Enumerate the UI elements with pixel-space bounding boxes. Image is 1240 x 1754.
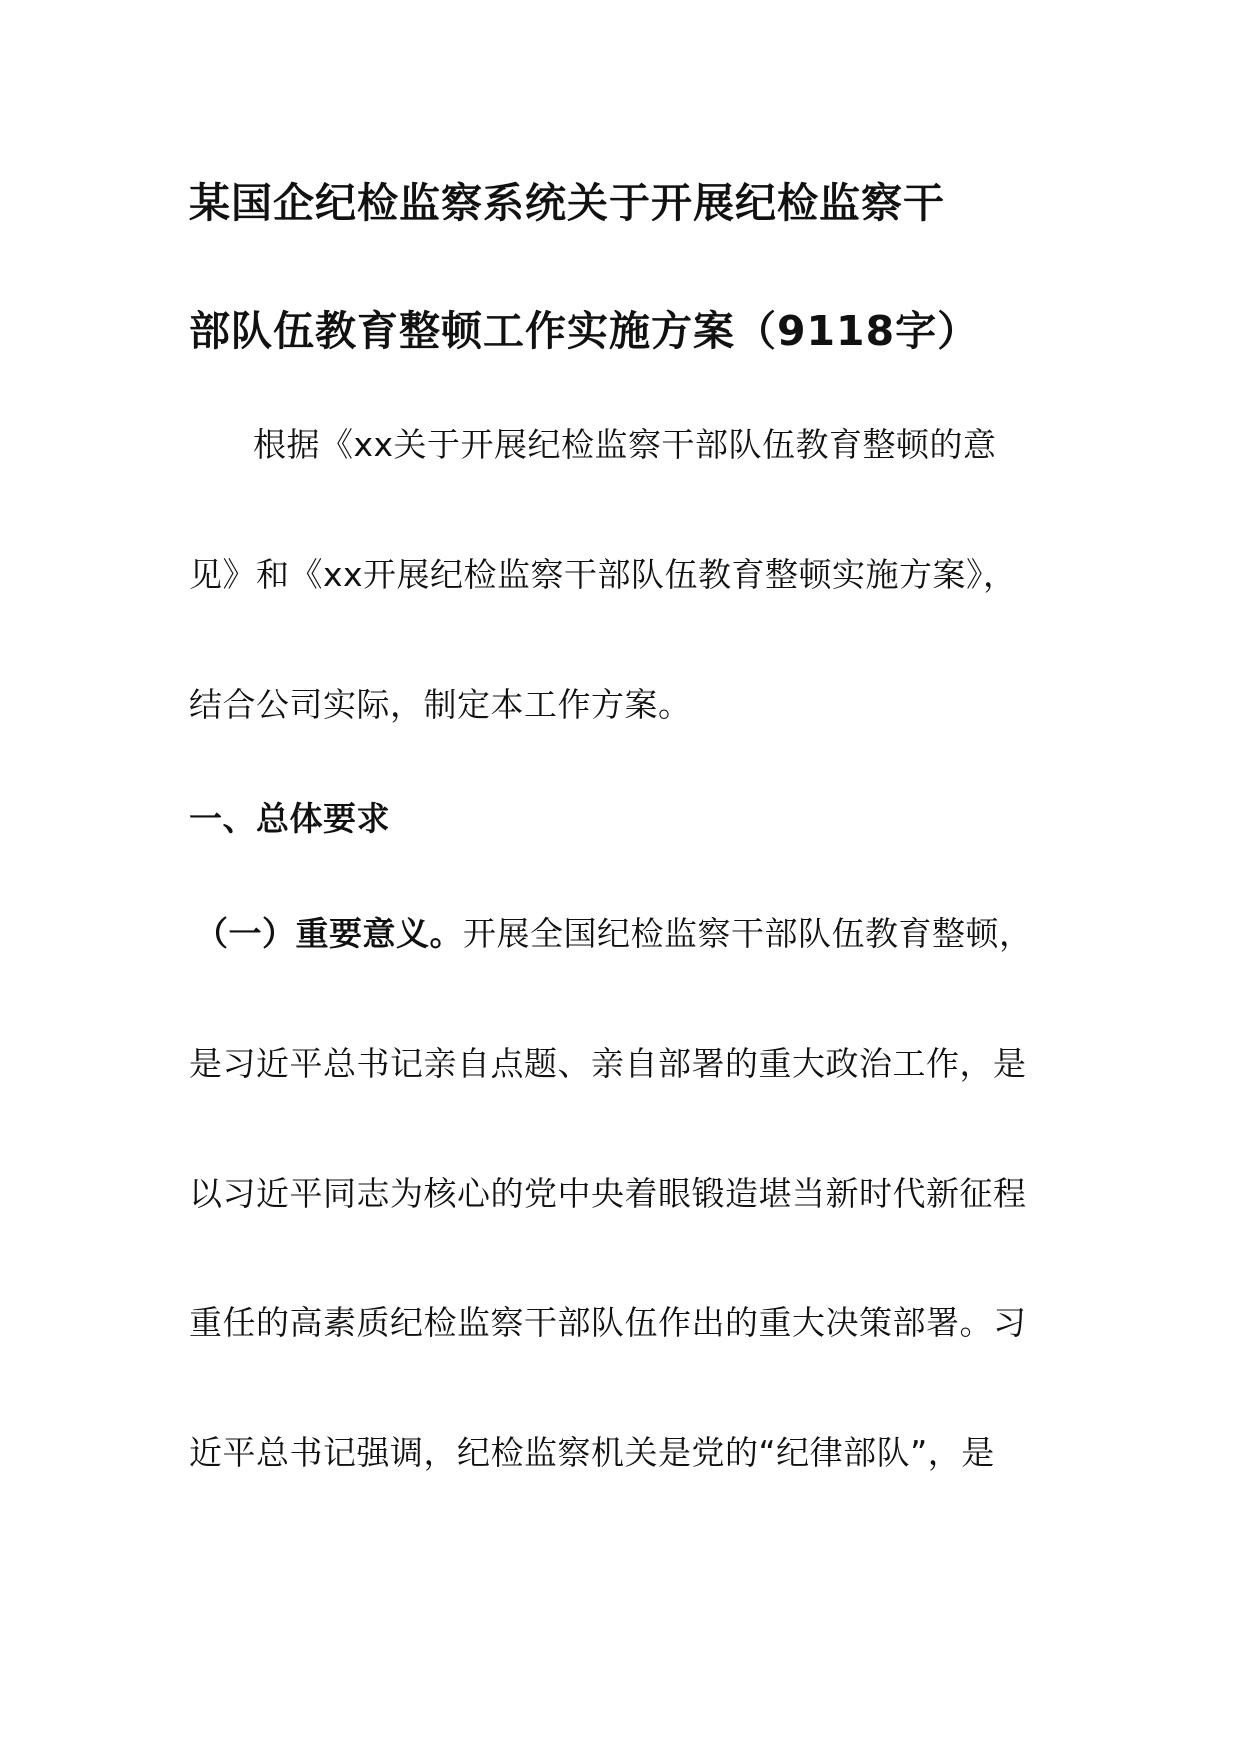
document-title-line-1: 某国企纪检监察系统关于开展纪检监察干 — [189, 179, 945, 227]
subsection-paragraph-line-5: 近平总书记强调，纪检监察机关是党的“纪律部队”，是 — [189, 1433, 995, 1472]
intro-paragraph-line-3: 结合公司实际，制定本工作方案。 — [189, 685, 692, 724]
subsection-line-1-text: 开展全国纪检监察干部队伍教育整顿， — [463, 914, 1033, 953]
subsection-paragraph-line-3: 以习近平同志为核心的党中央着眼锻造堪当新时代新征程 — [189, 1174, 1027, 1213]
section-heading-overall-requirements: 一、总体要求 — [189, 799, 390, 838]
subsection-label: （一）重要意义。 — [195, 914, 463, 953]
subsection-paragraph-line-1 — [195, 912, 1033, 956]
subsection-paragraph-line-2: 是习近平总书记亲自点题、亲自部署的重大政治工作，是 — [189, 1044, 1027, 1083]
intro-paragraph-line-1: 根据《xx关于开展纪检监察干部队伍教育整顿的意 — [253, 425, 997, 464]
intro-paragraph-line-2: 见》和《xx开展纪检监察干部队伍教育整顿实施方案》， — [189, 555, 1017, 594]
subsection-paragraph-line-4: 重任的高素质纪检监察干部队伍作出的重大决策部署。习 — [189, 1303, 1027, 1342]
document-title-line-2: 部队伍教育整顿工作实施方案（9118字） — [189, 307, 980, 355]
